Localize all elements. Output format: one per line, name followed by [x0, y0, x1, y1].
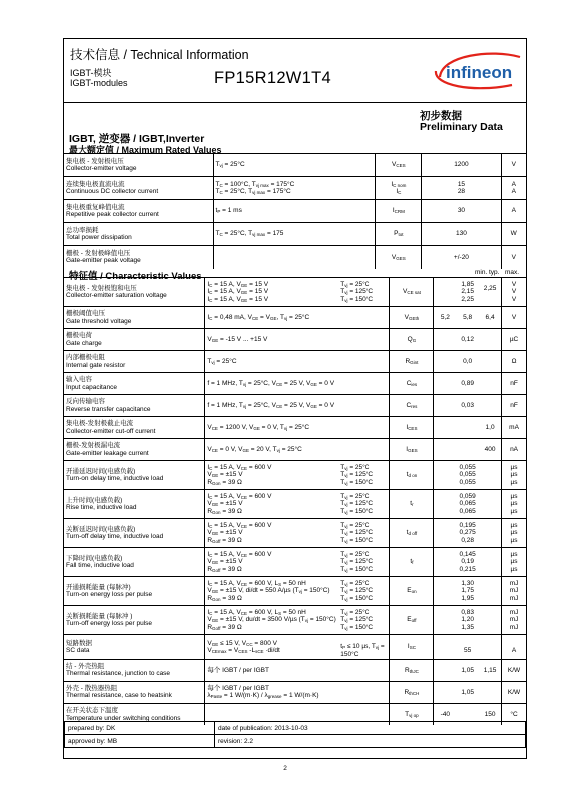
min-value	[434, 417, 456, 439]
symbol: $t_f$	[390, 548, 434, 577]
parameter-name	[64, 177, 213, 200]
parameter-name-en: Turn-off delay time, inductive load	[66, 533, 164, 540]
max-value: 150	[479, 703, 502, 725]
min-value	[434, 659, 456, 681]
parameter-name-en: Collector-emitter cut-off current	[66, 427, 156, 435]
max-value: 1,15	[479, 659, 502, 681]
unit: mJ mJ mJ	[502, 577, 526, 606]
parameter-name-en: Input capacitance	[66, 383, 117, 391]
page-title: 技术信息 / Technical Information	[70, 48, 249, 62]
parameter-name	[64, 154, 213, 177]
test-temperature: $T_{vj} = 25^\circ C$ $T_{vj} = 125^\circ C$ $T_{vj} = 150^\circ C$	[338, 606, 390, 635]
unit: W	[501, 223, 526, 246]
parameter-name-cn: 开通损耗能量 (每脉冲)	[66, 583, 131, 591]
table-row	[64, 461, 526, 490]
min-value	[434, 373, 456, 395]
symbol: $R_{thCH}$	[390, 681, 434, 703]
test-condition: $I_C = 15$ A, $V_{CE} = 600$ V, $L_S = 50$ nH $V_{GE} = \pm 15$ V, di/dt = 550 A/µs $(T_{vj} = 150^\circ C)$ $R_{Gon} = 39$ Ω	[205, 577, 338, 606]
test-temperature	[338, 351, 390, 373]
parameter-name-en: Internal gate resistor	[66, 361, 126, 369]
min-value	[434, 461, 456, 490]
test-condition: f = 1 MHz, $T_{vj} = 25^\circ C$, $V_{CE} = 25$ V, $V_{GE} = 0$ V	[205, 373, 338, 395]
symbol: $I_{CRM}$	[376, 200, 422, 223]
table-row	[64, 577, 526, 606]
test-condition: $I_C = 15$ A, $V_{CE} = 600$ V $V_{GE} = \pm 15$ V $R_{Goff} = 39$ Ω	[205, 548, 338, 577]
table-row	[64, 439, 526, 461]
unit: nF	[502, 373, 526, 395]
symbol: $I_{GES}$	[390, 439, 434, 461]
unit: Ω	[502, 351, 526, 373]
typ-value: 0,195 0,275 0,28	[456, 519, 479, 548]
symbol: $I_{CES}$	[390, 417, 434, 439]
table-row	[64, 200, 526, 223]
test-condition: $V_{CE} = 0$ V, $V_{GE} = 20$ V, $T_{vj} = 25^\circ C$	[205, 439, 338, 461]
table-row	[64, 278, 526, 307]
symbol: $V_{GES}$	[376, 246, 422, 269]
prepared-by: prepared by: DK	[65, 722, 215, 735]
typ-value: 0,89	[456, 373, 479, 395]
test-condition: $I_C = 0,48$ mA, $V_{CE} = V_{GE}$, $T_{vj} = 25^\circ C$	[205, 307, 338, 329]
min-value	[434, 329, 456, 351]
symbol: $C_{res}$	[390, 395, 434, 417]
parameter-name-cn: 内部栅极电阻	[66, 354, 105, 362]
part-number: FP15R12W1T4	[214, 69, 332, 87]
max-value: 6,4	[479, 307, 502, 329]
min-value	[434, 681, 456, 703]
preliminary-en: Preliminary Data	[420, 121, 503, 133]
symbol: $T_{vj op}$	[390, 703, 434, 725]
parameter-name-en: Collector-emitter saturation voltage	[66, 292, 167, 299]
parameter-name	[64, 373, 205, 395]
rated-value: 15 28	[422, 177, 501, 200]
test-temperature	[338, 395, 390, 417]
parameter-name-en: Gate-emitter leakage current	[66, 449, 149, 457]
test-temperature: $T_{vj} = 25^\circ C$ $T_{vj} = 125^\circ C$ $T_{vj} = 150^\circ C$	[338, 278, 390, 307]
test-temperature: $T_{vj} = 25^\circ C$ $T_{vj} = 125^\circ C$ $T_{vj} = 150^\circ C$	[338, 461, 390, 490]
typ-value: 0,145 0,19 0,215	[456, 548, 479, 577]
parameter-name-cn: 栅极电荷	[66, 332, 92, 340]
max-value	[479, 606, 502, 635]
min-value: -40	[434, 703, 456, 725]
parameter-name-en: Turn-off energy loss per pulse	[66, 620, 152, 627]
max-value: 2,25	[479, 278, 502, 307]
table-row	[64, 307, 526, 329]
parameter-name	[64, 439, 205, 461]
test-condition: $I_C = 15$ A, $V_{CE} = 600$ V $V_{GE} = \pm 15$ V $R_{Gon} = 39$ Ω	[205, 490, 338, 519]
max-value	[479, 351, 502, 373]
parameter-name	[64, 461, 205, 490]
parameter-name	[64, 200, 213, 223]
symbol: $Q_G$	[390, 329, 434, 351]
table-row	[64, 681, 526, 703]
symbol: $R_{thJC}$	[390, 659, 434, 681]
table-row	[64, 223, 526, 246]
symbol: $t_{d off}$	[390, 519, 434, 548]
typ-value: 0,0	[456, 351, 479, 373]
max-value	[479, 577, 502, 606]
parameter-name-cn: 开通延迟时间(电感负载)	[66, 467, 136, 475]
parameter-name-en: Thermal resistance, junction to case	[66, 670, 171, 678]
test-temperature: $T_{vj} = 25^\circ C$ $T_{vj} = 125^\circ C$ $T_{vj} = 150^\circ C$	[338, 548, 390, 577]
table-row	[64, 246, 526, 269]
test-condition: $T_C = 25^\circ C$, $T_{vj max} = 175$	[213, 223, 376, 246]
unit: °C	[502, 703, 526, 725]
parameter-name	[64, 548, 205, 577]
preliminary-label	[420, 111, 503, 133]
typ-value: 0,12	[456, 329, 479, 351]
section-subtitle-max-ratings: 最大额定值 / Maximum Rated Values	[69, 145, 222, 155]
parameter-name-en: Rise time, inductive load	[66, 504, 137, 511]
symbol: $V_{CES}$	[376, 154, 422, 177]
symbol: $I_{SC}$	[390, 635, 434, 660]
test-condition: 每个 IGBT / per IGBT	[205, 659, 338, 681]
test-condition: $I_C = 15$ A, $V_{GE} = 15$ V $I_C = 15$ A, $V_{GE} = 15$ V $I_C = 15$ A, $V_{GE} = 15$ V	[205, 278, 338, 307]
unit: nF	[502, 395, 526, 417]
rated-value: 1200	[422, 154, 501, 177]
min-value	[434, 395, 456, 417]
publication-date: date of publication: 2013-10-03	[215, 722, 526, 735]
parameter-name	[64, 307, 205, 329]
symbol: $t_{d on}$	[390, 461, 434, 490]
table-row	[64, 373, 526, 395]
parameter-name-cn: 结 - 外壳热阻	[66, 663, 105, 671]
max-value	[479, 519, 502, 548]
test-temperature: $t_P \le 10$ µs, $T_{vj} = 150^\circ C$	[338, 635, 390, 660]
min-value: 5,2	[434, 307, 456, 329]
characteristic-values-table	[64, 277, 526, 725]
parameter-name	[64, 246, 213, 269]
parameter-name-en: Collector-emitter voltage	[66, 165, 137, 172]
typ-value: 0,83 1,20 1,35	[456, 606, 479, 635]
table-row	[64, 519, 526, 548]
parameter-name-cn: 栅极 - 发射极峰值电压	[66, 249, 131, 257]
parameter-name-cn: 集电极重复峰值电流	[66, 203, 125, 211]
min-value	[434, 606, 456, 635]
table-row	[64, 351, 526, 373]
table-row	[64, 329, 526, 351]
parameter-name	[64, 417, 205, 439]
parameter-name-cn: 外壳 - 散热器热阻	[66, 685, 118, 693]
infineon-logo	[432, 47, 524, 93]
parameter-name-en: Turn-on energy loss per pulse	[66, 591, 153, 598]
parameter-name-en: Reverse transfer capacitance	[66, 405, 151, 413]
symbol: $V_{CE sat}$	[390, 278, 434, 307]
datasheet-header	[64, 39, 526, 103]
parameter-name-en: Gate threshold voltage	[66, 317, 132, 325]
max-value	[479, 461, 502, 490]
typ-value: 1,85 2,15 2,25	[456, 278, 479, 307]
typ-value	[456, 439, 479, 461]
typ-value	[456, 417, 479, 439]
parameter-name	[64, 278, 205, 307]
min-value	[434, 490, 456, 519]
parameter-name-cn: 反向传输电容	[66, 398, 105, 406]
unit: K/W	[502, 659, 526, 681]
unit: A	[501, 200, 526, 223]
preliminary-cn: 初步数据	[420, 110, 462, 122]
test-condition: $T_{vj} = 25^\circ C$	[205, 351, 338, 373]
footer-table	[64, 721, 526, 748]
unit: V	[502, 307, 526, 329]
max-value	[479, 635, 502, 660]
table-row	[64, 548, 526, 577]
parameter-name-en: Thermal resistance, case to heatsink	[66, 692, 172, 700]
parameter-name-cn: 在开关状态下温度	[66, 707, 118, 715]
parameter-name-en: Gate-emitter peak voltage	[66, 257, 141, 265]
unit: µs µs µs	[502, 490, 526, 519]
min-value	[434, 278, 456, 307]
approved-by: approved by: MB	[65, 735, 215, 748]
unit: mA	[502, 417, 526, 439]
parameter-name-en: Total power dissipation	[66, 234, 132, 241]
test-condition: $I_C = 15$ A, $V_{CE} = 600$ V, $L_S = 50$ nH $V_{GE} = \pm 15$ V, du/dt = 3500 V/µs $(T_{vj} = 150^\circ C)$ $R_{Goff} = 39$ Ω	[205, 606, 338, 635]
unit: V V V	[502, 278, 526, 307]
table-row	[64, 154, 526, 177]
parameter-name-cn: 连续集电极直流电流	[66, 180, 125, 188]
test-condition: f = 1 MHz, $T_{vj} = 25^\circ C$, $V_{CE} = 25$ V, $V_{GE} = 0$ V	[205, 395, 338, 417]
section-title-characteristics: 特征值 / Characteristic Values	[69, 271, 202, 282]
symbol: $I_{C nom}$ $I_C$	[376, 177, 422, 200]
parameter-name-cn: 集电极 - 发射极饱和电压	[66, 284, 137, 292]
parameter-name	[64, 351, 205, 373]
test-temperature: $T_{vj} = 25^\circ C$ $T_{vj} = 125^\circ C$ $T_{vj} = 150^\circ C$	[338, 490, 390, 519]
typ-value: 1,05	[456, 659, 479, 681]
rated-value: 130	[422, 223, 501, 246]
min-value	[434, 635, 456, 660]
parameter-name-en: Turn-on delay time, inductive load	[66, 475, 164, 482]
typ-value: 0,03	[456, 395, 479, 417]
table-row	[64, 490, 526, 519]
test-condition: $T_{vj} = 25^\circ C$	[213, 154, 376, 177]
symbol: $E_{off}$	[390, 606, 434, 635]
unit: nA	[502, 439, 526, 461]
test-temperature	[338, 373, 390, 395]
test-temperature	[338, 307, 390, 329]
parameter-name-cn: 栅极阈值电压	[66, 310, 105, 318]
parameter-name-cn: 关断损耗能量 (每脉冲 )	[66, 612, 133, 620]
col-typ-header: typ.	[489, 269, 500, 276]
table-row	[64, 659, 526, 681]
parameter-name-cn: 总功率损耗	[66, 226, 99, 234]
parameter-name-en: SC data	[66, 646, 90, 654]
max-ratings-table	[64, 153, 526, 269]
typ-value: 0,059 0,065 0,065	[456, 490, 479, 519]
parameter-name-cn: 关断延迟时间(电感负载)	[66, 525, 136, 533]
max-value: 1,0	[479, 417, 502, 439]
symbol: $R_{Gint}$	[390, 351, 434, 373]
unit: K/W	[502, 681, 526, 703]
parameter-name	[64, 223, 213, 246]
min-value	[434, 351, 456, 373]
symbol: $V_{GEth}$	[390, 307, 434, 329]
parameter-name	[64, 577, 205, 606]
col-max-header: max.	[505, 269, 520, 276]
max-value	[479, 373, 502, 395]
test-temperature	[338, 439, 390, 461]
test-condition: $T_C = 100^\circ C$, $T_{vj max} = 175^\circ C$ $T_C = 25^\circ C$, $T_{vj max} = 175^\circ C$	[213, 177, 376, 200]
test-condition: $V_{GE} = -15$ V ... +15 V	[205, 329, 338, 351]
unit: µs µs µs	[502, 548, 526, 577]
test-condition: 每个 IGBT / per IGBT $\lambda_{Paste} = 1$ $W/(m\cdot K) / \lambda_{grease} = 1$ W/(m·K)	[205, 681, 338, 703]
unit: µC	[502, 329, 526, 351]
parameter-name-cn: 上升时间(电感负载)	[66, 496, 123, 504]
parameter-name	[64, 329, 205, 351]
test-condition: $I_C = 15$ A, $V_{CE} = 600$ V $V_{GE} = \pm 15$ V $R_{Gon} = 39$ Ω	[205, 461, 338, 490]
table-row	[64, 606, 526, 635]
table-row	[64, 177, 526, 200]
parameter-name-en: Temperature under switching conditions	[66, 714, 181, 722]
parameter-name	[64, 490, 205, 519]
parameter-name-en: Continuous DC collector current	[66, 188, 159, 195]
test-condition	[213, 246, 376, 269]
min-value	[434, 548, 456, 577]
max-value	[479, 329, 502, 351]
parameter-name-cn: 下降时间(电感负载)	[66, 554, 123, 562]
test-temperature	[338, 681, 390, 703]
module-type-cn: IGBT-模块	[70, 68, 112, 78]
max-value: 400	[479, 439, 502, 461]
parameter-name-en: Repetitive peak collector current	[66, 211, 159, 218]
logo-text: infineon	[446, 63, 513, 82]
unit: µs µs µs	[502, 519, 526, 548]
unit: µs µs µs	[502, 461, 526, 490]
test-temperature	[338, 417, 390, 439]
parameter-name	[64, 659, 205, 681]
symbol: $E_{on}$	[390, 577, 434, 606]
parameter-name-cn: 输入电容	[66, 376, 92, 384]
test-condition: $t_P = 1$ ms	[213, 200, 376, 223]
unit: A A	[501, 177, 526, 200]
unit: mJ mJ mJ	[502, 606, 526, 635]
typ-value: 5,8	[456, 307, 479, 329]
unit: V	[501, 154, 526, 177]
test-temperature	[338, 659, 390, 681]
parameter-name	[64, 519, 205, 548]
rated-value: +/-20	[422, 246, 501, 269]
min-value	[434, 577, 456, 606]
max-value	[479, 395, 502, 417]
parameter-name-en: Gate charge	[66, 339, 102, 347]
module-type-en: IGBT-modules	[70, 78, 128, 88]
min-value	[434, 439, 456, 461]
datasheet-frame	[63, 38, 527, 759]
symbol: $C_{ies}$	[390, 373, 434, 395]
parameter-name	[64, 395, 205, 417]
typ-value: 55	[456, 635, 479, 660]
typ-value: 0,055 0,055 0,055	[456, 461, 479, 490]
max-value	[479, 548, 502, 577]
rated-value: 30	[422, 200, 501, 223]
symbol: $P_{tot}$	[376, 223, 422, 246]
unit: A	[502, 635, 526, 660]
parameter-name	[64, 606, 205, 635]
test-temperature	[338, 329, 390, 351]
typ-value: 1,05	[456, 681, 479, 703]
min-value	[434, 519, 456, 548]
test-temperature: $T_{vj} = 25^\circ C$ $T_{vj} = 125^\circ C$ $T_{vj} = 150^\circ C$	[338, 577, 390, 606]
parameter-name	[64, 681, 205, 703]
test-condition: $V_{CE} = 1200$ V, $V_{GE} = 0$ V, $T_{vj} = 25^\circ C$	[205, 417, 338, 439]
parameter-name-cn: 短路数据	[66, 639, 92, 647]
parameter-name-cn: 栅极-发射极漏电流	[66, 442, 121, 450]
col-min-header: min.	[475, 269, 488, 276]
section-title-igbt: IGBT, 逆变器 / IGBT,Inverter	[69, 133, 205, 145]
table-row	[64, 417, 526, 439]
parameter-name-cn: 集电极 - 发射极电压	[66, 157, 124, 165]
module-type	[70, 68, 128, 88]
symbol: $t_r$	[390, 490, 434, 519]
parameter-name-en: Fall time, inductive load	[66, 562, 134, 569]
test-condition: $I_C = 15$ A, $V_{CE} = 600$ V $V_{GE} = \pm 15$ V $R_{Goff} = 39$ Ω	[205, 519, 338, 548]
unit: V	[501, 246, 526, 269]
table-row	[64, 635, 526, 660]
max-value	[479, 681, 502, 703]
parameter-name-cn: 集电极-发射极截止电流	[66, 420, 134, 428]
table-row	[64, 395, 526, 417]
test-condition: $V_{GE} \le 15$ V, $V_{CC} = 800$ V $V_{CEmax} = V_{CES}$ $-L_{sCE} \cdot di/dt$	[205, 635, 338, 660]
parameter-name	[64, 635, 205, 660]
page-number: 2	[283, 765, 287, 772]
revision: revision: 2.2	[215, 735, 526, 748]
test-temperature: $T_{vj} = 25^\circ C$ $T_{vj} = 125^\circ C$ $T_{vj} = 150^\circ C$	[338, 519, 390, 548]
typ-value: 1,30 1,75 1,95	[456, 577, 479, 606]
max-value	[479, 490, 502, 519]
